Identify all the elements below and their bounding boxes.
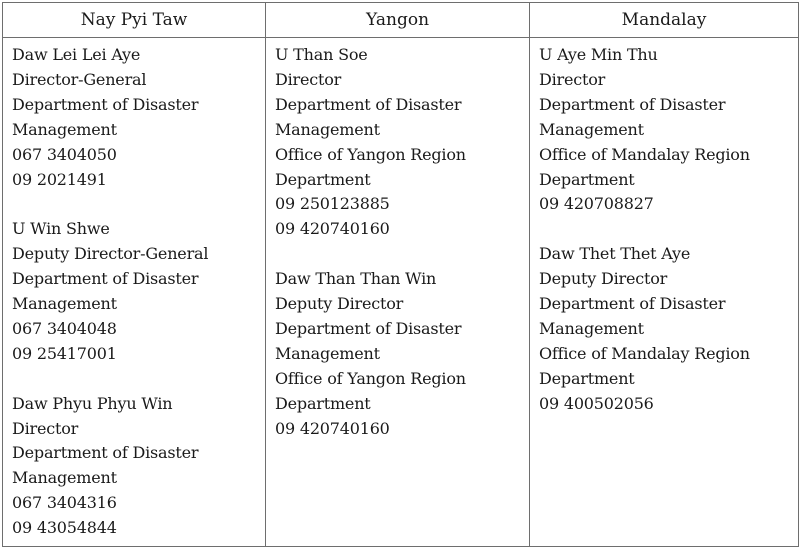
contacts-row	[3, 38, 799, 547]
contacts-table	[2, 2, 799, 547]
contact-phone: 09 420708827	[539, 194, 654, 214]
contact-title: Director-General	[12, 69, 147, 89]
contact-department-line: Office of Mandalay Region	[539, 144, 750, 164]
contact-title: Director	[12, 418, 79, 438]
contact-phone: 067 3404048	[12, 318, 117, 338]
contact-department-line: Department	[275, 393, 371, 413]
contact-phone: 09 25417001	[12, 343, 117, 363]
contact-department-line: Office of Yangon Region	[275, 368, 466, 388]
contact-name: U Than Soe	[275, 45, 368, 64]
contact-name: Daw Lei Lei Aye	[12, 45, 141, 64]
column-mandalay	[530, 38, 799, 547]
contact-department-line: Department of Disaster	[539, 294, 726, 314]
contact-department-line: Management	[539, 318, 644, 338]
contact-entry	[12, 217, 263, 366]
column-yangon	[266, 38, 530, 547]
contact-entry	[539, 43, 796, 217]
contact-department-line: Department	[539, 368, 635, 388]
contact-name: U Aye Min Thu	[539, 45, 658, 64]
contact-title: Deputy Director-General	[12, 244, 209, 264]
contact-title: Director	[275, 69, 342, 89]
contact-department-line: Department of Disaster	[12, 94, 199, 114]
contact-phone: 09 250123885	[275, 194, 390, 214]
contact-name: Daw Thet Thet Aye	[539, 244, 691, 264]
contact-phone: 067 3404316	[12, 493, 117, 513]
contact-department-line: Office of Mandalay Region	[539, 343, 750, 363]
contact-department-line: Department of Disaster	[539, 94, 726, 114]
contact-entry	[275, 43, 527, 242]
contact-department-line: Department of Disaster	[12, 443, 199, 463]
column-header-mandalay: Mandalay	[530, 3, 799, 38]
contact-entry	[12, 43, 263, 192]
contact-department-line: Management	[275, 119, 380, 139]
contact-department-line: Department of Disaster	[275, 318, 462, 338]
header-row	[3, 3, 799, 38]
contact-title: Director	[539, 69, 606, 89]
contact-department-line: Management	[12, 294, 117, 314]
column-header-nay-pyi-taw: Nay Pyi Taw	[3, 3, 266, 38]
contact-entry	[12, 392, 263, 541]
contact-name: Daw Phyu Phyu Win	[12, 393, 173, 413]
contact-department-line: Management	[539, 119, 644, 139]
contact-department-line: Management	[275, 343, 380, 363]
contact-department-line: Management	[12, 119, 117, 139]
contact-department-line: Department of Disaster	[275, 94, 462, 114]
contact-department-line: Department	[275, 169, 371, 189]
contact-title: Deputy Director	[539, 269, 668, 289]
contact-phone: 09 420740160	[275, 418, 390, 438]
contact-name: U Win Shwe	[12, 219, 110, 239]
contact-entry	[275, 267, 527, 441]
contact-phone: 09 43054844	[12, 518, 117, 538]
contact-department-line: Department of Disaster	[12, 269, 199, 289]
contact-department-line: Office of Yangon Region	[275, 144, 466, 164]
contact-phone: 09 400502056	[539, 393, 654, 413]
contact-entry	[539, 242, 796, 416]
column-nay-pyi-taw	[3, 38, 266, 547]
contact-department-line: Management	[12, 468, 117, 488]
contact-phone: 09 420740160	[275, 219, 390, 239]
column-header-yangon: Yangon	[266, 3, 530, 38]
contact-title: Deputy Director	[275, 294, 404, 314]
contact-name: Daw Than Than Win	[275, 269, 437, 289]
contact-phone: 09 2021491	[12, 169, 107, 189]
contact-department-line: Department	[539, 169, 635, 189]
contact-phone: 067 3404050	[12, 144, 117, 164]
